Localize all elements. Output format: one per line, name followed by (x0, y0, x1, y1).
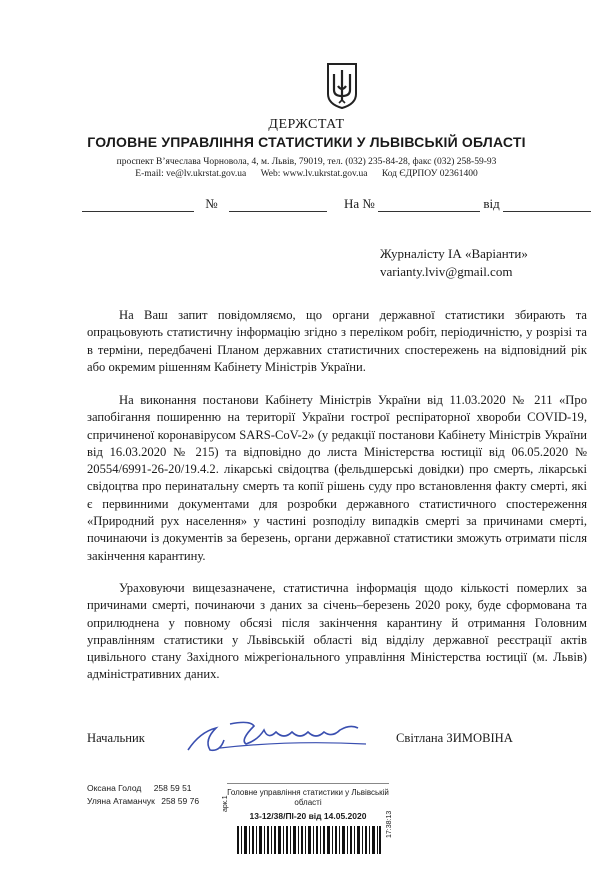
org-full-name: ГОЛОВНЕ УПРАВЛІННЯ СТАТИСТИКИ У ЛЬВІВСЬКІЙ ОБЛАСТІ (87, 134, 526, 150)
stamp-org: Головне управління статистики у Львівській області (227, 788, 389, 807)
org-address: проспект В’ячеслава Чорновола, 4, м. Львів, 79019, тел. (032) 235-84-28, факс (032) 258-59-93 (116, 157, 497, 167)
barcode-icon (237, 826, 381, 854)
in-reply-from-label: від (483, 196, 500, 211)
in-reply-date-line (503, 199, 591, 212)
stamp-time: 17:38:13 (386, 810, 393, 838)
outgoing-number-label: № (205, 196, 218, 211)
org-web: Web: www.lv.ukrstat.gov.ua (260, 169, 368, 179)
body-paragraph-1: На Ваш запит повідомляємо, що органи державної статистики збирають та опрацьовують статистичну інформацію згідно з переліком робіт, періодичністю, у розрізі та в терміни, передбачені Планом державних статистичних спостережень на відповідний рік або окремим рішенням Кабінету Міністрів України. (87, 308, 587, 374)
signatory-title: Начальник (87, 731, 145, 745)
executor-name: Оксана Голод (87, 783, 142, 793)
recipient-block (380, 245, 528, 281)
handwritten-signature (180, 710, 370, 758)
signatory-name: Світлана ЗИМОВІНА (396, 731, 513, 745)
executor-name: Уляна Атаманчук (87, 796, 155, 806)
stamp-reg-number: 13-12/38/ПІ-20 від 14.05.2020 (249, 811, 367, 821)
coat-of-arms-icon (325, 62, 359, 110)
outgoing-number-line (229, 199, 327, 212)
org-email: E-mail: ve@lv.ukrstat.gov.ua (135, 169, 247, 179)
recipient-name: Журналісту ІА «Варіанти» (380, 246, 528, 261)
body-paragraph-3: Ураховуючи вищезазначене, статистична інформація щодо кількості померлих за причинами смерті, починаючи з даних за січень–березень 2020 року, буде сформована та оприлюднена у повному обсязі після закінчення карантину й отримання Головним управлінням статистики у Львівській області від відділу державної реєстрації актів цивільного стану Західного міжрегіонального управління Міністерства юстиції (м. Львів) адміністративних даних. (87, 581, 587, 682)
executor-phone: 258 59 51 (153, 783, 192, 793)
org-short-name: ДЕРЖСТАТ (268, 117, 345, 132)
executor-phone: 258 59 76 (161, 796, 200, 806)
registration-stamp (227, 783, 389, 862)
org-code: Код ЄДРПОУ 02361400 (381, 169, 478, 179)
in-reply-number-line (378, 199, 480, 212)
in-reply-label: На № (344, 196, 375, 211)
org-contacts (0, 169, 613, 179)
outgoing-date-line (82, 199, 194, 212)
recipient-email: varianty.lviv@gmail.com (380, 264, 513, 279)
executor-1 (87, 783, 192, 793)
executor-2 (87, 796, 199, 806)
outgoing-ref (82, 196, 327, 212)
stamp-sheet-number: арк.1 (222, 795, 229, 812)
body-paragraph-2: На виконання постанови Кабінету Міністрів України від 11.03.2020 № 211 «Про запобігання поширенню на території України гострої респіраторної хвороби COVID-19, спричиненої коронавірусом SARS-CoV-2» (у редакції постанови Кабінету Міністрів України від 16.03.2020 № 215) та відповідно до листа Міністерства юстиції від 06.05.2020 № 20554/6991-26-20/19.4.2. лікарські свідоцтва (фельдшерські довідки) про смерть, лікарські свідоцтва про перинатальну смерть та копії рішень суду про встановлення факту смерті, які є первинними документами для розробки державного статистичного спостереження «Природний рух населення» у частині розподілу випадків смерті за причинами смерті, починаючи із документів за березень, органи державної статистики зможуть отримати після закінчення карантину. (87, 393, 587, 563)
incoming-ref (344, 196, 591, 212)
